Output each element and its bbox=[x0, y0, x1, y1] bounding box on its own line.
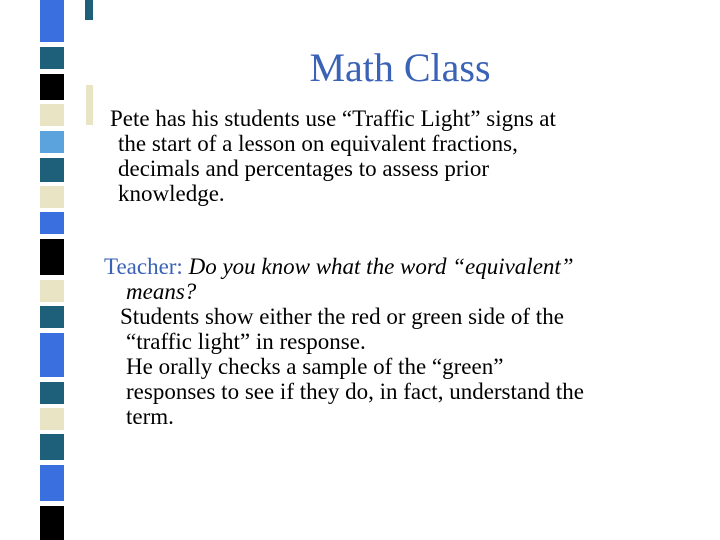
stripe-block bbox=[40, 104, 64, 126]
stripe-block bbox=[40, 212, 64, 234]
teacher-line bbox=[104, 254, 704, 279]
stripe-block bbox=[40, 465, 64, 501]
slide-title: Math Class bbox=[309, 45, 491, 90]
intro-line: the start of a lesson on equivalent fractions, bbox=[118, 131, 518, 156]
teacher-label: Teacher: bbox=[104, 254, 183, 279]
decorative-stripe bbox=[0, 0, 82, 540]
stripe-block bbox=[40, 239, 64, 275]
intro-line: knowledge. bbox=[118, 181, 225, 206]
stripe-block bbox=[40, 158, 64, 182]
stripe-block bbox=[40, 506, 64, 540]
stripe-block bbox=[40, 408, 64, 430]
stripe-block bbox=[40, 382, 64, 404]
intro-line: decimals and percentages to assess prior bbox=[118, 156, 490, 181]
checks-line: term. bbox=[126, 404, 174, 429]
intro-line: Pete has his students use “Traffic Light” signs at bbox=[110, 106, 556, 131]
intro-paragraph bbox=[110, 106, 700, 206]
teacher-question: Do you know what the word “equivalent” bbox=[188, 254, 574, 279]
checks-line: responses to see if they do, in fact, understand the bbox=[126, 379, 584, 404]
stripe-block bbox=[40, 434, 64, 460]
stripe-block bbox=[40, 280, 64, 302]
accent-bar-top bbox=[85, 0, 93, 20]
stripe-block bbox=[40, 0, 64, 42]
students-line-continued: “traffic light” in response. bbox=[126, 329, 366, 354]
stripe-block bbox=[40, 306, 64, 328]
checks-line: He orally checks a sample of the “green” bbox=[126, 354, 504, 379]
stripe-block bbox=[40, 131, 64, 153]
stripe-block bbox=[40, 74, 64, 100]
accent-bar-middle bbox=[86, 85, 93, 125]
dialogue-paragraph bbox=[104, 254, 704, 429]
stripe-block bbox=[40, 47, 64, 69]
stripe-block bbox=[40, 333, 64, 377]
stripe-block bbox=[40, 186, 64, 208]
teacher-question-continued: means? bbox=[126, 279, 197, 304]
students-line: Students show either the red or green side of the bbox=[120, 304, 564, 329]
